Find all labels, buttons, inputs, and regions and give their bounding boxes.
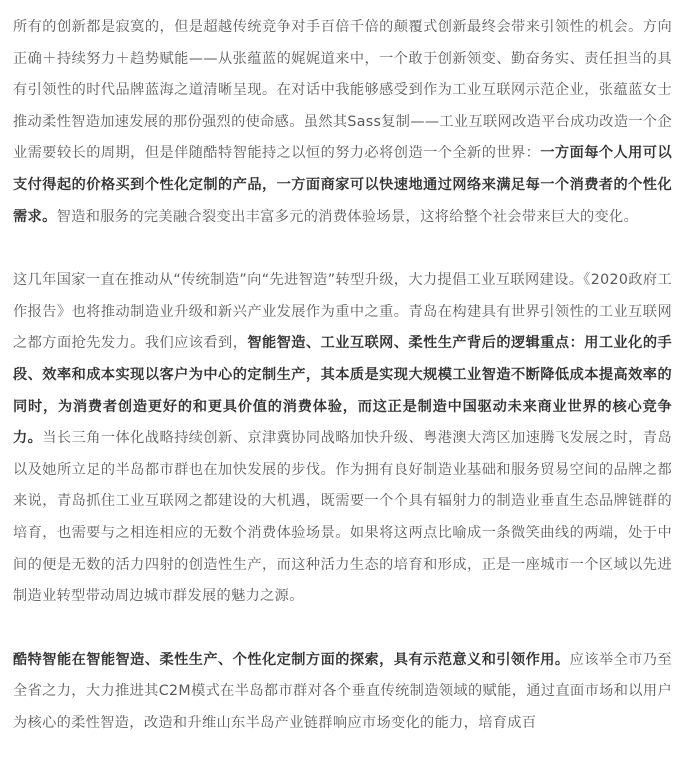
paragraph-1-text-2: 智造和服务的完美融合裂变出丰富多元的消费体验场景，这将给整个社会带来巨大的变化。 [56, 208, 639, 225]
paragraph-2-text-1: 这几年国家一直在推动从“传统制造”向“先进智造”转型升级，大力提倡工业互联网建设。《2020政府工作报告》也将推动制造业升级和新兴产业发展作为重中之重。青岛在构建具有世界引领性的工业互联网之都方面抢先发力。我们应该看到， [13, 272, 672, 352]
paragraph-1-text-1: 所有的创新都是寂寞的，但是超越传统竞争对手百倍千倍的颠覆式创新最终会带来引领性的机会。方向正确＋持续努力＋趋势赋能——从张蕴蓝的娓娓道来中，一个敢于创新领变、勤奋务实、责任担当的具有引领性的时代品牌蓝海之道清晰呈现。在对话中我能够感受到作为工业互联网示范企业，张蕴蓝女士推动柔性智造加速发展的那份强烈的使命感。虽然其Sass复制——工业互联网改造平台成功改造一个企业需要较长的周期，但是伴随酷特智能持之以恒的努力必将创造一个全新的世界： [13, 19, 672, 162]
paragraph-2-text-2: 当长三角一体化战略持续创新、京津冀协同战略加快升级、粤港澳大湾区加速腾飞发展之时，青岛以及她所立足的半岛都市群也在加快发展的步伐。作为拥有良好制造业基础和服务贸易空间的品牌之都来说，青岛抓住工业互联网之都建设的大机遇，既需要一个个具有辐射力的制造业垂直生态品牌链群的培育，也需要与之相连相应的无数个消费体验场景。如果将这两点比喻成一条微笑曲线的两端，处于中间的便是无数的活力四射的创造性生产，而这种活力生态的培育和形成，正是一座城市一个区域以先进制造业转型带动周边城市群发展的魅力之源。 [13, 430, 672, 605]
paragraph-3 [13, 645, 672, 740]
paragraph-3-text-1: 应该举全市乃至全省之力，大力推进其C2M模式在半岛都市群对各个垂直传统制造领域的赋能，通过直面市场和以用户为核心的柔性智造，改造和升维山东半岛产业链群响应市场变化的能力，培育成百 [13, 651, 672, 731]
paragraph-2 [13, 265, 672, 613]
paragraph-2-bold-text: 智能智造、工业互联网、柔性生产背后的逻辑重点：用工业化的手段、效率和成本实现以客户为中心的定制生产，其本质是实现大规模工业智造不断降低成本提高效率的同时，为消费者创造更好的和更具价值的消费体验，而这正是制造中国驱动未来商业世界的核心竞争力。 [13, 335, 673, 447]
paragraph-1-bold-text: 一方面每个人用可以支付得起的价格买到个性化定制的产品，一方面商家可以快速地通过网络来满足每一个消费者的个性化需求。 [13, 145, 672, 225]
paragraph-1 [13, 12, 672, 233]
paragraph-3-bold-text: 酷特智能在智能智造、柔性生产、个性化定制方面的探索，具有示范意义和引领作用。 [13, 651, 570, 668]
